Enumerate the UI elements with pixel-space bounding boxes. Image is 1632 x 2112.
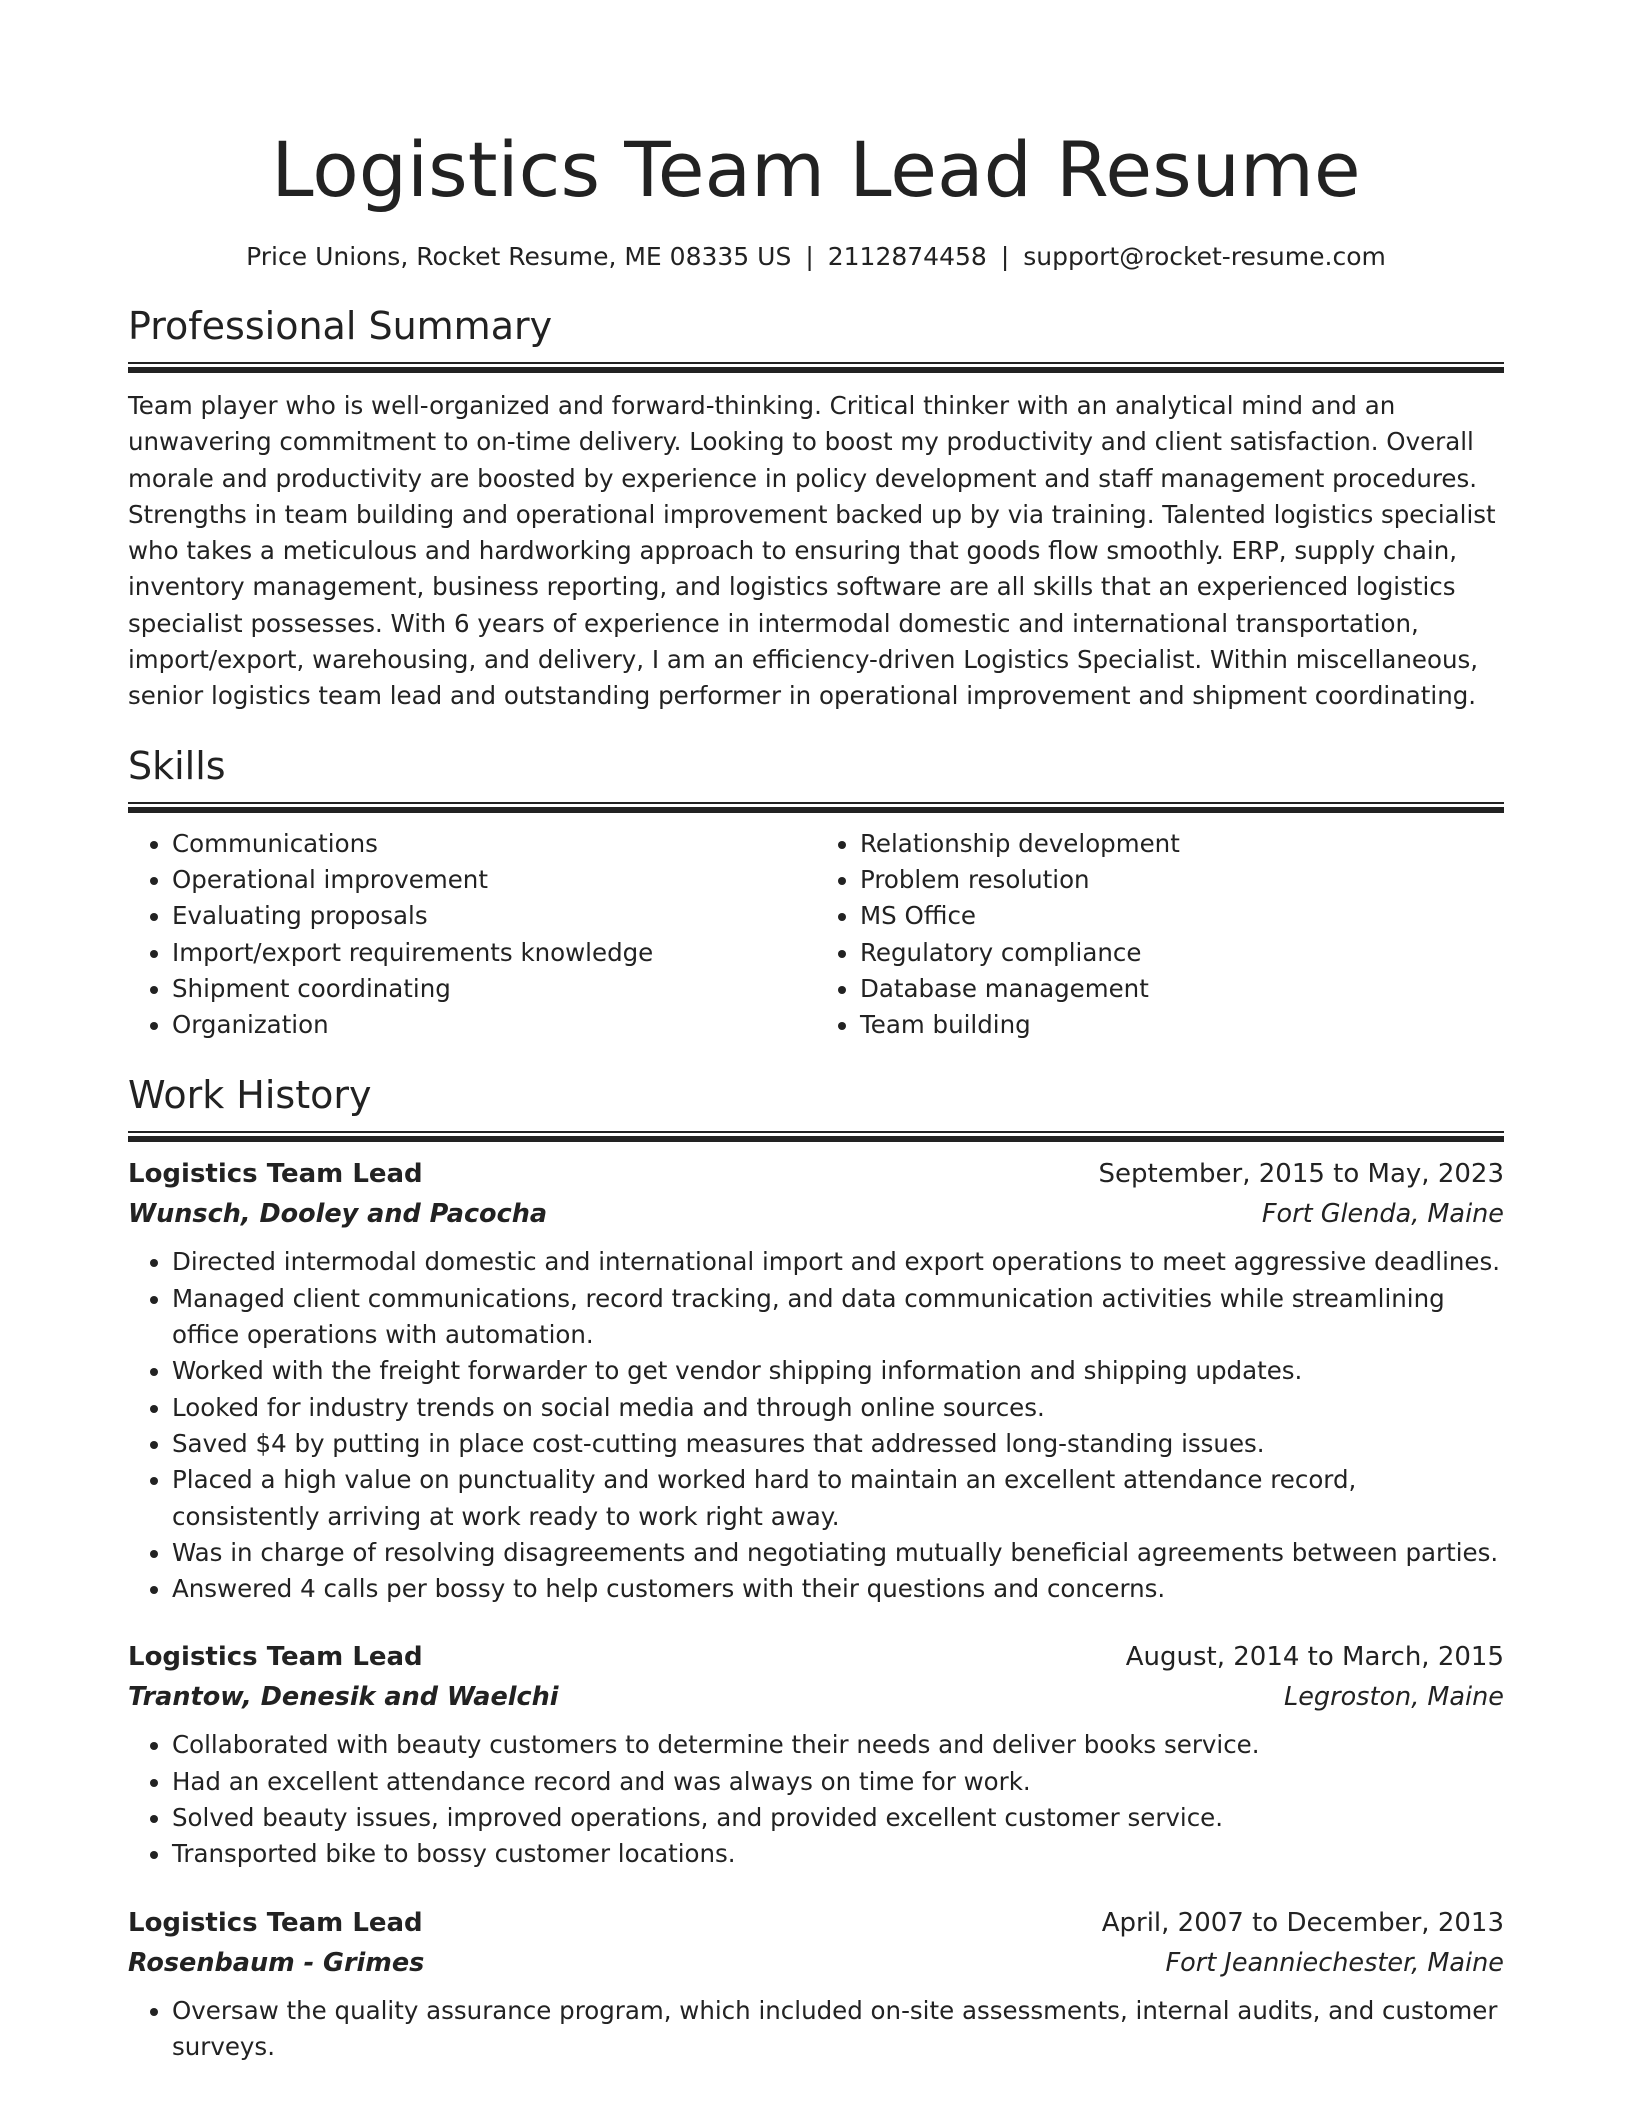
job-header	[128, 1154, 1504, 1194]
skills-section	[128, 742, 1504, 1044]
contact-separator: |	[805, 242, 814, 271]
skill-item: • Shipment coordinating	[172, 971, 816, 1007]
skills-column-right	[816, 826, 1504, 1044]
summary-section	[128, 302, 1504, 715]
job-bullets	[128, 1244, 1504, 1607]
job-bullets	[128, 1993, 1504, 2066]
job-bullets	[128, 1727, 1504, 1872]
job-entry	[128, 1903, 1504, 2066]
contact-phone: 2112874458	[827, 242, 987, 271]
job-bullet: • Solved beauty issues, improved operations, and provided excellent customer service.	[172, 1800, 1504, 1836]
skill-item: • Relationship development	[860, 826, 1504, 862]
job-location: Fort Glenda, Maine	[1261, 1199, 1504, 1230]
job-entry	[128, 1637, 1504, 1872]
job-entry	[128, 1154, 1504, 1607]
job-bullet: • Was in charge of resolving disagreements and negotiating mutually beneficial agreements between parties.	[172, 1535, 1504, 1571]
job-location: Fort Jeanniechester, Maine	[1165, 1947, 1504, 1978]
section-heading-work-history: Work History	[128, 1073, 372, 1118]
job-dates: April, 2007 to December, 2013	[1101, 1907, 1504, 1938]
section-heading-skills: Skills	[128, 743, 226, 788]
skill-item: • Database management	[860, 971, 1504, 1007]
job-bullet: • Worked with the freight forwarder to get vendor shipping information and shipping updates.	[172, 1353, 1504, 1389]
job-company: Trantow, Denesik and Waelchi	[128, 1682, 559, 1713]
job-subheader	[128, 1194, 1504, 1234]
job-bullet: • Had an excellent attendance record and was always on time for work.	[172, 1764, 1504, 1800]
skills-list	[128, 826, 1504, 1044]
contact-email: support@rocket-resume.com	[1023, 242, 1386, 271]
job-title: Logistics Team Lead	[128, 1907, 423, 1938]
section-heading-summary: Professional Summary	[128, 304, 553, 348]
summary-text: Team player who is well-organized and forward-thinking. Critical thinker with an analytical mind and an unwavering commitment to on-time delivery. Looking to boost my productivity and client satisfaction. Overall morale and productivity are boosted by experience in policy development and staff management procedures. Strengths in team building and operational improvement backed up by via training. Talented logistics specialist who takes a meticulous and hardworking approach to ensuring that goods flow smoothly. ERP, supply chain, inventory management, business reporting, and logistics software are all skills that an experienced logistics specialist possesses. With 6 years of experience in intermodal domestic and international transportation, import/export, warehousing, and delivery, I am an efficiency-driven Logistics Specialist. Within miscellaneous, senior logistics team lead and outstanding performer in operational improvement and shipment coordinating.	[128, 391, 1496, 711]
contact-separator: |	[1000, 242, 1010, 271]
skills-column-left	[128, 826, 816, 1044]
job-company: Wunsch, Dooley and Pacocha	[128, 1199, 548, 1230]
skill-item: • MS Office	[860, 898, 1504, 934]
skill-item: • Evaluating proposals	[172, 898, 816, 934]
job-bullet: • Transported bike to bossy customer locations.	[172, 1836, 1504, 1872]
job-bullet: • Oversaw the quality assurance program, which included on-site assessments, internal audits, and customer surveys.	[172, 1993, 1504, 2066]
skill-item: • Import/export requirements knowledge	[172, 935, 816, 971]
job-bullet: • Directed intermodal domestic and international import and export operations to meet aggressive deadlines.	[172, 1244, 1504, 1280]
skill-item: • Regulatory compliance	[860, 935, 1504, 971]
job-title: Logistics Team Lead	[128, 1159, 423, 1190]
skill-item: • Team building	[860, 1007, 1504, 1043]
section-divider	[128, 362, 1504, 373]
resume-page	[128, 0, 1504, 2065]
section-divider	[128, 1131, 1504, 1142]
job-location: Legroston, Maine	[1284, 1682, 1504, 1713]
section-divider	[128, 802, 1504, 813]
job-bullet: • Managed client communications, record tracking, and data communication activities while streamlining office operations with automation.	[172, 1281, 1504, 1354]
job-subheader	[128, 1943, 1504, 1983]
job-bullet: • Placed a high value on punctuality and worked hard to maintain an excellent attendance record, consistently arriving at work ready to work right away.	[172, 1462, 1504, 1535]
skill-item: • Problem resolution	[860, 862, 1504, 898]
work-history-section	[128, 1071, 1504, 2065]
job-dates: September, 2015 to May, 2023	[1098, 1159, 1504, 1190]
job-dates: August, 2014 to March, 2015	[1125, 1642, 1504, 1673]
job-bullet: • Looked for industry trends on social media and through online sources.	[172, 1390, 1504, 1426]
job-header	[128, 1903, 1504, 1943]
skill-item: • Organization	[172, 1007, 816, 1043]
job-bullet: • Saved $4 by putting in place cost-cutting measures that addressed long-standing issues.	[172, 1426, 1504, 1462]
job-company: Rosenbaum - Grimes	[128, 1947, 425, 1978]
contact-address: Price Unions, Rocket Resume, ME 08335 US	[246, 242, 792, 271]
job-title: Logistics Team Lead	[128, 1642, 423, 1673]
job-header	[128, 1637, 1504, 1677]
resume-title: Logistics Team Lead Resume	[271, 125, 1361, 214]
job-bullet: • Collaborated with beauty customers to determine their needs and deliver books service.	[172, 1727, 1504, 1763]
job-bullet: • Answered 4 calls per bossy to help customers with their questions and concerns.	[172, 1571, 1504, 1607]
skill-item: • Communications	[172, 826, 816, 862]
skill-item: • Operational improvement	[172, 862, 816, 898]
job-subheader	[128, 1677, 1504, 1717]
contact-line	[128, 240, 1504, 274]
